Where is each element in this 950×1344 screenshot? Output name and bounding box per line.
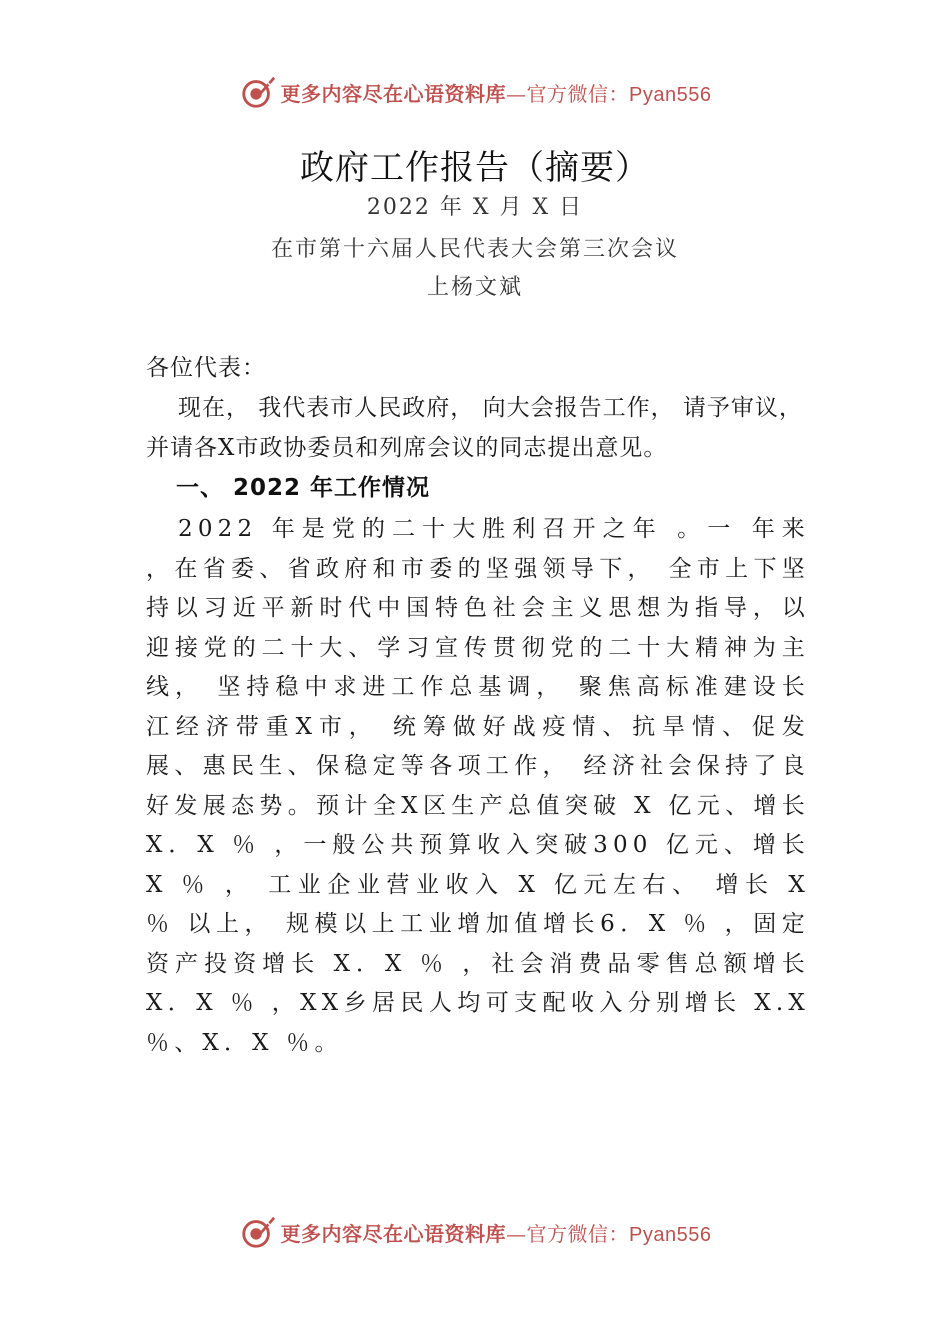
watermark-wechat-id: Pyan556	[629, 83, 712, 106]
watermark-wechat-id: Pyan556	[629, 1223, 712, 1246]
watermark-text	[281, 78, 712, 107]
watermark-main-text: 更多内容尽在心语资料库	[280, 1221, 507, 1246]
quill-pen-logo-icon	[239, 1213, 277, 1251]
document-speaker: 上杨文斌	[426, 275, 523, 300]
paragraph-intro: 现在， 我代表市人民政府， 向大会报告工作， 请予审议，并请各X市政协委员和列席会议的同志提出意见。	[146, 395, 803, 461]
document-title: 政府工作报告（摘要）	[300, 148, 650, 188]
salutation: 各位代表：	[146, 355, 266, 381]
watermark-header	[0, 68, 950, 116]
quill-pen-logo-icon	[239, 73, 277, 111]
watermark-separator: —官方微信：	[506, 1221, 630, 1246]
paragraph-summary: 2022 年是党的二十大胜利召开之年 。一 年来 ，在省委、省政府和市委的坚强领导下， 全市上下坚持以习近平新时代中国特色社会主义思想为指导，以迎接党的二十大、学习宣传贯彻党的二十大精神为主线， 坚持稳中求进工作总基调， 聚焦高标准建设长江经济带重X市， 统筹做好战疫情、抗旱情、促发展、惠民生、保稳定等各项工作， 经济社会保持了良好发展态势。预计全X区生产总值突破 X 亿元、增长 X．X ％ ，一般公共预算收入突破300 亿元、增长 X ％ ， 工业企业营业收入 X 亿元左右、 增长 X ％ 以上， 规模以上工业增加值增长6．X ％ ，固定资产投资增长 X．X ％ ，社会消费品零售总额增长 X．X ％ ，XX乡居民人均可支配收入分别增长 X.X ％、X．X ％。	[146, 516, 810, 1056]
watermark-text	[281, 1218, 712, 1247]
document-date: 2022 年 X 月 X 日	[366, 195, 584, 220]
document-venue: 在市第十六届人民代表大会第三次会议	[270, 237, 679, 262]
watermark-separator: —官方微信：	[506, 81, 630, 106]
section-heading: 一、 2022 年工作情况	[176, 475, 431, 501]
watermark-footer	[0, 1208, 950, 1256]
watermark-main-text: 更多内容尽在心语资料库	[280, 81, 507, 106]
